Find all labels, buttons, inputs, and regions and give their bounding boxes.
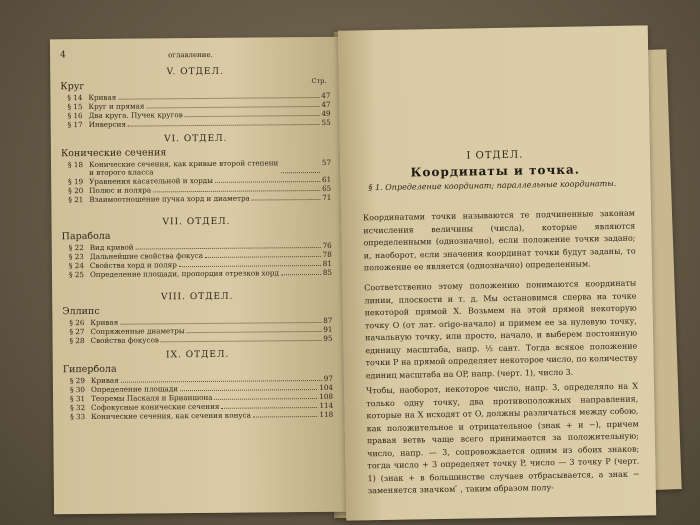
toc-entry-title: Свойства фокусов (90, 335, 159, 345)
toc-entry-page: 49 (321, 108, 331, 118)
dot-leader (161, 335, 322, 342)
section-heading: IX. ОТДЕЛ. (165, 349, 230, 361)
toc-entry-number: § 30 (69, 385, 86, 395)
toc-entry-title: Два круга. Пучек кругов (88, 110, 183, 120)
toc-entry-page: 114 (319, 400, 334, 410)
toc-entry-number: § 22 (68, 243, 84, 253)
toc-entry-number: § 26 (69, 318, 85, 328)
toc-entry-number: § 19 (68, 177, 84, 187)
dot-leader (215, 393, 318, 400)
toc-entry (61, 119, 331, 129)
toc-entry-number: § 28 (69, 336, 85, 346)
toc-entry-page: 95 (323, 333, 333, 343)
section-heading: VII. ОТДЕЛ. (162, 216, 231, 228)
dot-leader (221, 402, 317, 409)
toc-entry-number: § 32 (70, 403, 86, 413)
dot-leader (118, 92, 319, 100)
dot-leader (252, 194, 320, 201)
table-of-contents (60, 67, 334, 509)
toc-entry-title: Инверсия (88, 119, 127, 129)
toc-entry-number: § 16 (67, 111, 83, 121)
section-title: Гипербола (62, 363, 117, 376)
toc-entry-title: Вид кривой (89, 242, 134, 252)
section-heading: I ОТДЕЛ. (466, 149, 524, 162)
toc-entry-title: Полюс и поляра (89, 185, 152, 195)
left-page (50, 37, 354, 515)
body-paragraph-2: Соответственно этому положению понимаются координаты линии, плоскости и т. д. Мы остановимся сперва на точке некоторой прямой X. Возьмем на этой прямой некоторую точку O (от лат. origo-начало) и примем ее за нулевую точку, начальную точку, или просто, начало, и выберем постоянную единицу масштаба, напр. ½ сант. Тогда всякое положение точки P на прямой определяет некоторое число, по количеству единиц масштаба на OP, напр. (черт. 1), число 3. (364, 278, 638, 380)
toc-entry-number: § 25 (68, 270, 85, 280)
toc-entry-page: 87 (323, 315, 333, 325)
toc-entry-title: Кривая (90, 317, 119, 327)
section-heading: V. ОТДЕЛ. (166, 66, 224, 78)
toc-entry (61, 159, 331, 177)
section-title: Круг (60, 81, 85, 93)
subsection-title: § 1. Определение координат; параллельные координаты. (368, 178, 617, 193)
toc-entry-page: 76 (322, 240, 332, 250)
dot-leader (121, 375, 322, 383)
chapter-title: Координаты и точка. (410, 162, 581, 180)
dot-leader (179, 260, 321, 267)
body-paragraph-3: Чтобы, наоборот, некоторое число, напр. 3, определяло на X только одну точку, два противоположных направления, которые на X исходят от O, должны различаться между собою, как положительное и отрицательное (знак + и −), причем правая ветвь чаще всего принимается за положительную; число, напр. — 3, сопровождается одним из обоих знаков; тогда число + 3 определяет точку P, число — 3 точку P (черт. 1) (знак + в большинстве случаев отбрасывается, а знак − заменяется значком ̄ , таким образом полу- (365, 381, 640, 496)
toc-entry-number: § 33 (70, 412, 86, 422)
dot-leader (281, 269, 321, 275)
toc-entry-number: § 27 (69, 327, 85, 337)
dot-leader (136, 242, 321, 250)
toc-entry-page: 55 (321, 117, 331, 127)
toc-entry-number: § 18 (67, 160, 84, 170)
toc-entry-title: Софокусные конические сечения (91, 401, 220, 412)
toc-entry-title: Уравнения касательной и хорды (89, 175, 213, 186)
dot-leader (281, 159, 320, 173)
toc-entry-page: 81 (322, 258, 332, 268)
toc-entry-title: Теоремы Паскаля и Брианшона (91, 392, 213, 403)
toc-entry-page: 47 (321, 90, 331, 100)
toc-entry-title: Конические сечения, как сечения конуса (91, 410, 251, 421)
dot-leader (180, 384, 317, 391)
toc-entry-page: 78 (322, 249, 332, 259)
toc-entry-number: § 31 (69, 394, 86, 404)
toc-entry-title: Взаимоотношение пучка хорд и диаметра (89, 193, 250, 204)
toc-entry-page: 85 (322, 267, 333, 277)
dot-leader (146, 101, 319, 108)
toc-entry-number: § 24 (68, 261, 84, 271)
toc-entry-page: 91 (323, 324, 333, 334)
toc-entry-title: Кривая (90, 375, 119, 385)
section-heading: VI. ОТДЕЛ. (164, 133, 228, 145)
toc-entry-title: Конические сечения, как кривые второй степени и второго класса (88, 158, 279, 177)
dot-leader (128, 119, 320, 127)
toc-entry-number: § 17 (67, 120, 83, 130)
toc-entry-title: Кривая (88, 92, 117, 102)
toc-entry-page: 97 (323, 373, 333, 383)
open-book (22, 10, 678, 510)
dot-leader (253, 411, 318, 417)
toc-entry-number: § 29 (69, 376, 85, 386)
section-title: Парабола (61, 230, 111, 243)
toc-entry (62, 269, 332, 279)
toc-entry (63, 335, 333, 345)
section-title: Конические сечения (60, 147, 167, 160)
toc-entry-number: § 14 (67, 93, 83, 103)
toc-entry-page: 57 (321, 157, 332, 167)
page-column-label: Стр. (311, 76, 327, 86)
toc-entry-page: 61 (321, 174, 332, 184)
toc-entry-title: Круг и прямая (88, 101, 145, 111)
body-paragraph-1: Координатами точки называются те подчиненные законам исчисления величины (числа), которые являются определенными (однозначно), если положение точки задано; и, наоборот, если значения координат точки будут заданы, то положение ее является (однозначно) определенным. (362, 208, 636, 273)
dot-leader (120, 317, 321, 325)
dot-leader (153, 185, 320, 192)
toc-entry-number: § 23 (68, 252, 84, 262)
toc-entry-title: Дальнейшие свойства фокуса (89, 250, 204, 261)
toc-entry (63, 411, 333, 421)
toc-entry-page: 65 (322, 183, 332, 193)
dot-leader (185, 110, 320, 117)
toc-entry-number: § 21 (68, 195, 84, 205)
dot-leader (187, 326, 322, 333)
right-page (338, 25, 657, 520)
toc-entry-page: 118 (319, 409, 334, 419)
toc-entry-title: Свойства хорд и поляр (89, 260, 177, 270)
section-heading: VIII. ОТДЕЛ. (160, 291, 234, 303)
toc-entry-title: Определение площади (90, 384, 179, 394)
toc-entry-page: 71 (322, 192, 332, 202)
toc-entry-page: 104 (319, 382, 334, 392)
toc-entry-page: 108 (319, 391, 334, 401)
running-head: оглавление. (168, 50, 213, 60)
section-title: Эллипс (62, 305, 100, 318)
toc-entry (61, 194, 331, 204)
toc-entry-title: Сопряженные диаметры (90, 326, 185, 336)
page-number: 4 (60, 50, 66, 61)
toc-entry-page: 47 (321, 99, 331, 109)
toc-entry-number: § 15 (67, 102, 83, 112)
toc-entry-title: Определение площади, пропорция отрезков хорд (89, 268, 279, 279)
dot-leader (215, 176, 320, 183)
toc-entry-number: § 20 (68, 186, 84, 196)
dot-leader (205, 251, 321, 258)
